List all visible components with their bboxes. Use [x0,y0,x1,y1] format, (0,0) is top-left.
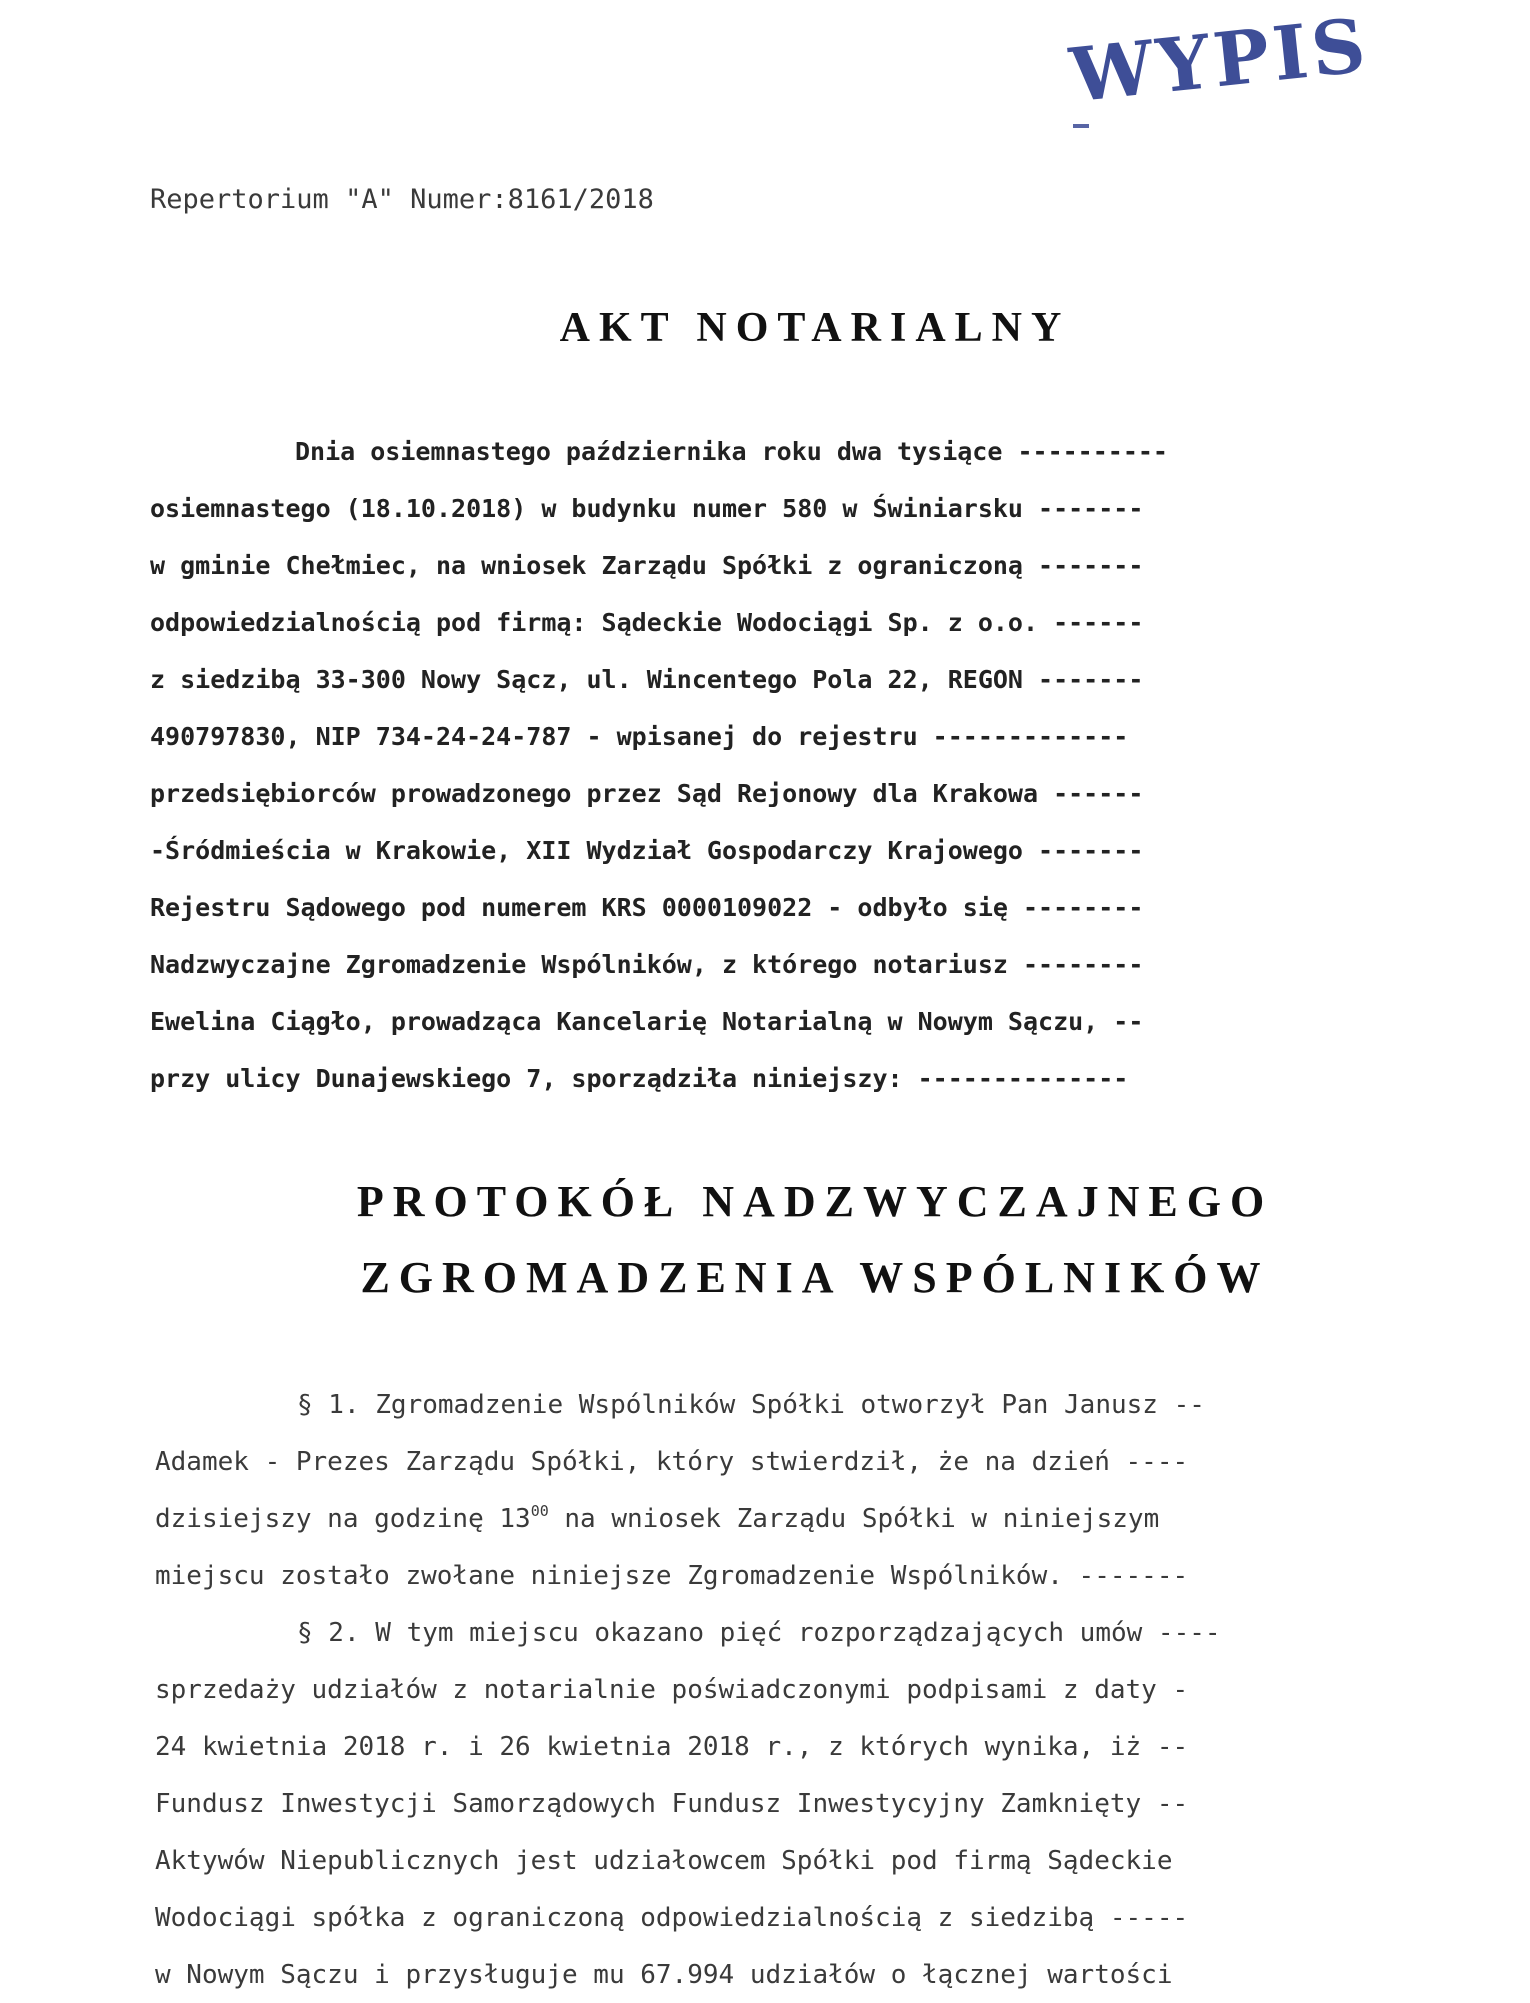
protokol-title-line: PROTOKÓŁ NADZWYCZAJNEGO [356,1177,1274,1226]
section-line-text: dzisiejszy na godzinę 13 [155,1504,531,1534]
section-line: § 1. Zgromadzenie Wspólników Spółki otworzył Pan Janusz -- [297,1390,1205,1420]
section-line [155,1498,1435,1540]
intro-line: odpowiedzialnością pod firmą: Sądeckie Wodociągi Sp. z o.o. ------ [150,608,1144,637]
intro-line: osiemnastego (18.10.2018) w budynku numer 580 w Świniarsku ------- [150,494,1144,523]
intro-line: Dnia osiemnastego października roku dwa tysiące ---------- [295,437,1168,466]
intro-line: 490797830, NIP 734-24-24-787 - wpisanej do rejestru ------------- [150,722,1129,751]
document-title: AKT NOTARIALNY [559,305,1071,351]
hour-superscript: 00 [530,1502,549,1520]
section-line: Aktywów Niepublicznych jest udziałowcem Spółki pod firmą Sądeckie [155,1846,1173,1876]
section-line: Wodociągi spółka z ograniczoną odpowiedzialnością z siedzibą ----- [155,1903,1189,1933]
section-line: Adamek - Prezes Zarządu Spółki, który stwierdził, że na dzień ---- [155,1447,1189,1477]
protokol-title-line: ZGROMADZENIA WSPÓLNIKÓW [360,1253,1270,1302]
section-line: sprzedaży udziałów z notarialnie poświadczonymi podpisami z daty - [155,1675,1189,1705]
section-line-text: na wniosek Zarządu Spółki w niniejszym [548,1504,1160,1534]
intro-line: Ewelina Ciągło, prowadząca Kancelarię Notarialną w Nowym Sączu, -- [150,1007,1144,1036]
section-line: miejscu zostało zwołane niniejsze Zgromadzenie Wspólników. ------- [155,1561,1189,1591]
intro-line: z siedzibą 33-300 Nowy Sącz, ul. Wincentego Pola 22, REGON ------- [150,665,1144,694]
wypis-stamp: WYPIS [1066,2,1374,120]
section-line: Fundusz Inwestycji Samorządowych Fundusz Inwestycyjny Zamknięty -- [155,1789,1189,1819]
intro-line: przy ulicy Dunajewskiego 7, sporządziła niniejszy: -------------- [150,1064,1129,1093]
intro-line: Nadzwyczajne Zgromadzenie Wspólników, z którego notariusz -------- [150,950,1144,979]
repertorium-number: Repertorium "A" Numer:8161/2018 [150,184,654,215]
intro-line: Rejestru Sądowego pod numerem KRS 0000109022 - odbyło się -------- [150,893,1144,922]
intro-line: przedsiębiorców prowadzonego przez Sąd Rejonowy dla Krakowa ------ [150,779,1144,808]
section-line: w Nowym Sączu i przysługuje mu 67.994 udziałów o łącznej wartości [155,1960,1173,1990]
section-line: 24 kwietnia 2018 r. i 26 kwietnia 2018 r., z których wynika, iż -- [155,1732,1189,1762]
intro-line: w gminie Chełmiec, na wniosek Zarządu Spółki z ograniczoną ------- [150,551,1144,580]
stamp-mark [1073,124,1089,128]
section-line: § 2. W tym miejscu okazano pięć rozporządzających umów ---- [297,1618,1221,1648]
intro-line: -Śródmieścia w Krakowie, XII Wydział Gospodarczy Krajowego ------- [150,836,1144,865]
